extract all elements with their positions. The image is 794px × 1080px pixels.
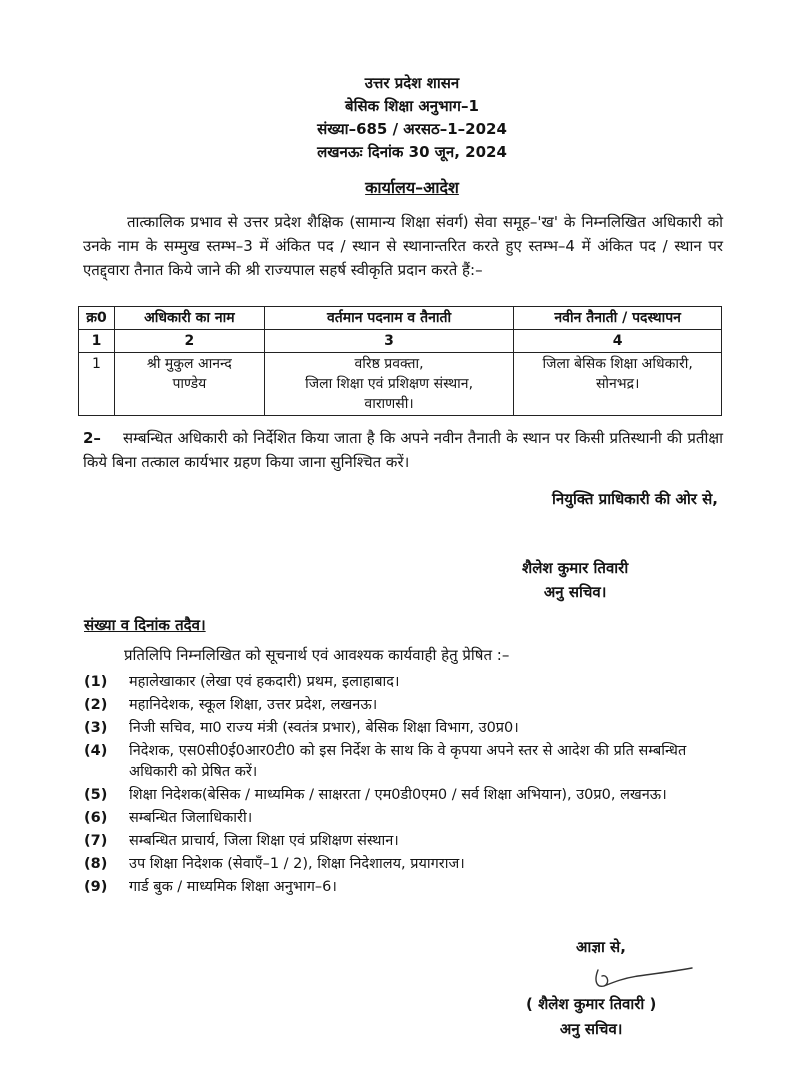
copy-intro: प्रतिलिपि निम्नलिखित को सूचनार्थ एवं आवश्यक कार्यवाही हेतु प्रेषित :– (124, 646, 510, 664)
paragraph-number: 2– (83, 429, 101, 447)
new-posting: जिला बेसिक शिक्षा अधिकारी, सोनभद्र। (514, 353, 722, 416)
col-number-1: 1 (79, 330, 115, 353)
list-item: (2) महानिदेशक, स्कूल शिक्षा, उत्तर प्रदेश, लखनऊ। (84, 697, 378, 713)
column-number-row (79, 330, 722, 353)
list-item: (4) निदेशक, एस0सी0ई0आर0टी0 को इस निर्देश के साथ कि वे कृपया अपने स्तर से आदेश की प्रति सम्बन्धित अधिकारी को प्रेषित करें। (84, 743, 687, 780)
list-item: (5) शिक्षा निदेशक(बेसिक / माध्यमिक / साक्षरता / एम0डी0एम0 / सर्व शिक्षा अभियान), उ0प्र0, लखनऊ। (84, 787, 667, 803)
list-item: (6) सम्बन्धित जिलाधिकारी। (84, 810, 253, 826)
same-number-date: संख्या व दिनांक तदैव। (84, 616, 206, 634)
officer-name: श्री मुकुल आनन्द पाण्डेय (114, 353, 264, 416)
govt-name: उत्तर प्रदेश शासन (364, 74, 460, 92)
final-signatory-post: अनु सचिव। (559, 1020, 623, 1038)
signatory-post: अनु सचिव। (543, 583, 607, 601)
place-date: लखनऊः दिनांक 30 जून, 2024 (317, 143, 507, 161)
list-item: (9) गार्ड बुक / माध्यमिक शिक्षा अनुभाग–6। (84, 879, 337, 895)
signatory-block (522, 556, 628, 604)
office-order-heading: कार्यालय–आदेश (365, 178, 459, 197)
col-number-2: 2 (114, 330, 264, 353)
letterhead (0, 72, 794, 164)
col-header-officer-name: अधिकारी का नाम (114, 307, 264, 330)
list-item: (1) महालेखाकार (लेखा एवं हकदारी) प्रथम, इलाहाबाद। (84, 674, 400, 690)
authority-line: नियुक्ति प्राधिकारी की ओर से, (552, 490, 718, 508)
list-item: (3) निजी सचिव, मा0 राज्य मंत्री (स्वतंत्र प्रभार), बेसिक शिक्षा विभाग, उ0प्र0। (84, 720, 519, 736)
copy-list (84, 672, 724, 900)
col-number-3: 3 (264, 330, 514, 353)
order-by-line: आज्ञा से, (576, 938, 626, 956)
final-signatory-name: ( शैलेश कुमार तिवारी ) (526, 995, 657, 1013)
list-item: (8) उप शिक्षा निदेशक (सेवाएँ–1 / 2), शिक्षा निदेशालय, प्रयागराज। (84, 856, 465, 872)
current-posting: वरिष्ठ प्रवक्ता, जिला शिक्षा एवं प्रशिक्षण संस्थान, वाराणसी। (264, 353, 514, 416)
reference-number: संख्या–685 / अरसठ–1–2024 (317, 120, 507, 138)
table-row (79, 353, 722, 416)
row-sno: 1 (79, 353, 115, 416)
col-header-current-posting: वर्तमान पदनाम व तैनाती (264, 307, 514, 330)
table-header-row (79, 307, 722, 330)
list-item: (7) सम्बन्धित प्राचार्य, जिला शिक्षा एवं प्रशिक्षण संस्थान। (84, 833, 399, 849)
col-header-sno: क्र0 (79, 307, 115, 330)
section-name: बेसिक शिक्षा अनुभाग–1 (345, 97, 479, 115)
col-header-new-posting: नवीन तैनाती / पदस्थापन (514, 307, 722, 330)
final-signatory-block (526, 992, 656, 1042)
instruction-paragraph: 2– सम्बन्धित अधिकारी को निर्देशित किया जाता है कि अपने नवीन तैनाती के स्थान पर किसी प्रतिस्थानी की प्रतीक्षा किये बिना तत्काल कार्यभार ग्रहण किया जाना सुनिश्चित करें। (83, 429, 723, 471)
signatory-name: शैलेश कुमार तिवारी (522, 559, 629, 577)
col-number-4: 4 (514, 330, 722, 353)
transfer-table (78, 306, 722, 416)
order-paragraph: तात्कालिक प्रभाव से उत्तर प्रदेश शैक्षिक (सामान्य शिक्षा संवर्ग) सेवा समूह–'ख' के निम्नलिखित अधिकारी को उनके नाम के सम्मुख स्तम्भ–3 में अंकित पद / स्थान से स्थानान्तरित करते हुए स्तम्भ–4 में अंकित पद / स्थान पर एतद्द्वारा तैनात किये जाने की श्री राज्यपाल सहर्ष स्वीकृति प्रदान करते हैं:– (83, 213, 723, 279)
